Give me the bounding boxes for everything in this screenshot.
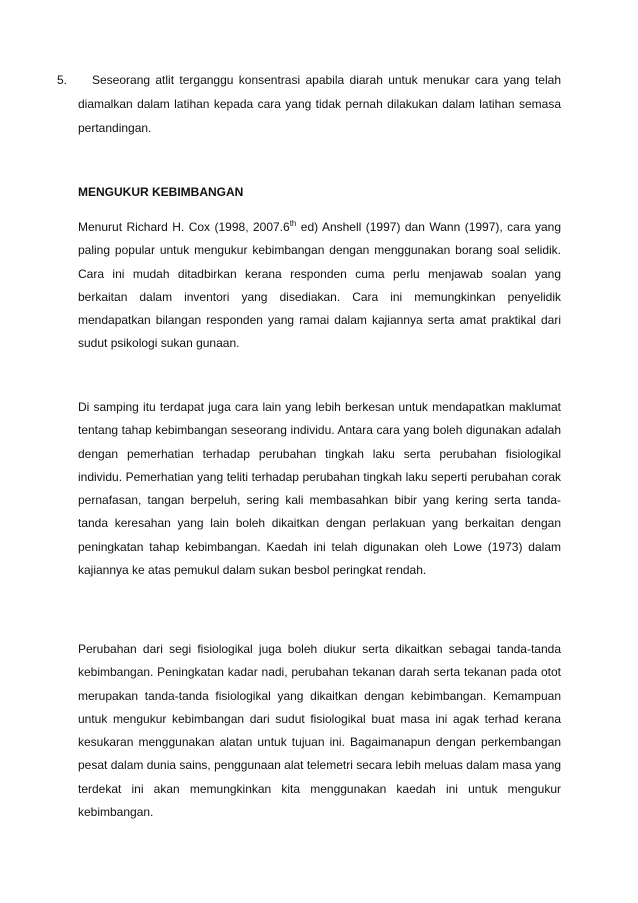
section-heading: MENGUKUR KEBIMBANGAN [78,185,244,199]
edition-superscript: th [289,219,297,228]
list-item-number: 5. [57,73,68,87]
paragraph-text-start: Menurut Richard H. Cox (1998, 2007.6 [78,220,290,234]
paragraph-cox-questionnaire [78,216,561,356]
numbered-list-item [57,68,561,140]
paragraph-observation-method: Di samping itu terdapat juga cara lain yang lebih berkesan untuk mendapatkan maklumat tentang tahap kebimbangan seseorang individu. Antara cara yang boleh digunakan adalah dengan pemerhatian terhadap perubahan tingkah laku serta perubahan fisiologikal individu. Pemerhatian yang teliti terhadap perubahan tingkah laku seperti perubahan corak pernafasan, tangan berpeluh, sering kali membasahkan bibir yang kering serta tanda-tanda keresahan yang lain boleh dikaitkan dengan perlakuan yang berkaitan dengan peningkatan tahap kebimbangan. Kaedah ini telah digunakan oleh Lowe (1973) dalam kajiannya ke atas pemukul dalam sukan besbol peringkat rendah. [78,400,561,578]
paragraph-physiological-method: Perubahan dari segi fisiologikal juga boleh diukur serta dikaitkan sebagai tanda-tanda kebimbangan. Peningkatan kadar nadi, perubahan tekanan darah serta tekanan pada otot merupakan tanda-tanda fisiologikal yang dikaitkan dengan kebimbangan. Kemampuan untuk mengukur kebimbangan dari sudut fisiologikal buat masa ini agak terhad kerana kesukaran menggunakan alatan untuk tujuan ini. Bagaimanapun dengan perkembangan pesat dalam dunia sains, penggunaan alat telemetri secara lebih meluas dalam masa yang terdekat ini akan memungkinkan kita menggunakan kaedah ini untuk mengukur kebimbangan. [78,642,561,820]
paragraph-text-rest: ed) Anshell (1997) dan Wann (1997), cara yang paling popular untuk mengukur kebimbangan dengan menggunakan borang soal selidik. Cara ini mudah ditadbirkan kerana responden cuma perlu menjawab soalan yang berkaitan dalam inventori yang disediakan. Cara ini memungkinkan penyelidik mendapatkan bilangan responden yang ramai dalam kajiannya serta amat praktikal dari sudut psikologi sukan gunaan. [78,220,561,351]
list-item-text: Seseorang atlit terganggu konsentrasi apabila diarah untuk menukar cara yang telah diamalkan dalam latihan kepada cara yang tidak pernah dilakukan dalam latihan semasa pertandingan. [78,73,561,135]
